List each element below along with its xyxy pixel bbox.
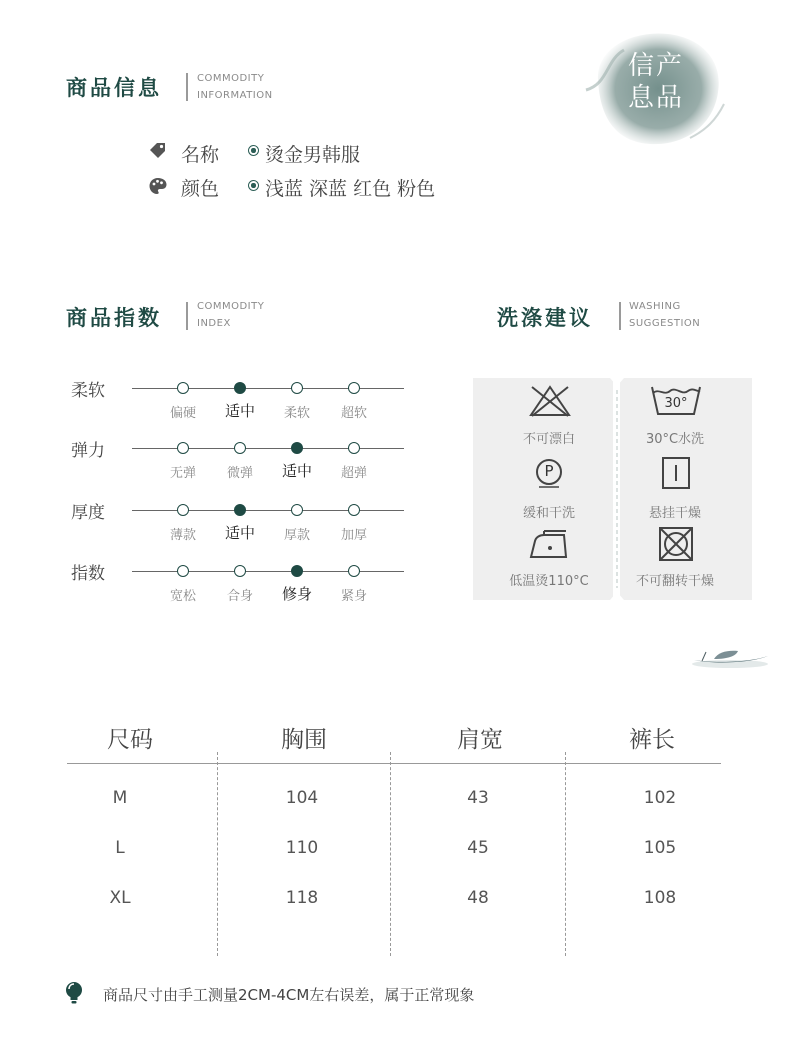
index-option: 宽松 — [169, 589, 196, 604]
table-header-cell: 胸围 — [281, 727, 327, 753]
section-divider — [186, 302, 188, 330]
index-option: 微弹 — [226, 466, 253, 481]
index-dot — [348, 382, 360, 394]
table-size-cell: XL — [109, 888, 131, 908]
index-scale-line — [132, 510, 404, 511]
subtitle-line: COMMODITY — [197, 301, 265, 312]
index-dot — [177, 442, 189, 454]
index-scale-line — [132, 388, 404, 389]
index-option: 薄款 — [169, 528, 196, 543]
lightbulb-icon — [64, 981, 84, 1005]
index-dot-selected — [234, 504, 246, 516]
boat-ornament-icon — [688, 640, 772, 674]
table-size-cell: L — [115, 838, 125, 858]
table-cell: 48 — [467, 888, 489, 908]
bullet-icon — [248, 180, 259, 191]
index-option-selected: 适中 — [281, 462, 312, 480]
index-dot — [177, 565, 189, 577]
product-index-title: 商品指数 — [66, 305, 162, 330]
subtitle-line: WASHING — [629, 301, 681, 312]
tag-icon — [148, 141, 168, 161]
hang-dry-icon — [661, 456, 691, 490]
index-option: 超软 — [340, 406, 367, 421]
index-dot — [291, 382, 303, 394]
table-cell: 104 — [285, 788, 319, 808]
index-dot-selected — [291, 442, 303, 454]
bullet-icon — [248, 145, 259, 156]
wash-30-icon — [650, 384, 702, 418]
table-size-cell: M — [112, 788, 128, 808]
product-index-subtitle — [197, 298, 264, 332]
index-option: 厚款 — [283, 528, 310, 543]
section-divider — [619, 302, 621, 330]
index-option: 无弹 — [169, 466, 196, 481]
wash-caption: 低温烫110°C — [509, 574, 589, 589]
table-cell: 102 — [643, 788, 677, 808]
info-label-color: 颜色 — [181, 178, 220, 200]
index-dot — [348, 565, 360, 577]
wash-caption: 30°C水洗 — [645, 432, 705, 447]
index-dot — [291, 504, 303, 516]
wash-caption: 缓和干洗 — [522, 506, 575, 521]
dry-clean-letter: P — [544, 462, 554, 480]
table-cell: 118 — [285, 888, 319, 908]
wash-caption: 不可翻转干燥 — [635, 574, 714, 589]
index-option: 合身 — [226, 589, 253, 604]
index-option: 偏硬 — [169, 406, 196, 421]
index-dot — [348, 504, 360, 516]
subtitle-line: SUGGESTION — [629, 318, 701, 329]
subtitle-line: COMMODITY — [197, 73, 265, 84]
table-header-cell: 尺码 — [107, 727, 153, 753]
index-dot — [348, 442, 360, 454]
index-label: 厚度 — [71, 503, 105, 523]
measurement-note: 商品尺寸由手工测量2CM-4CM左右误差，属于正常现象 — [103, 986, 475, 1004]
table-column-divider — [565, 752, 566, 956]
index-dot-selected — [234, 382, 246, 394]
index-dot-selected — [291, 565, 303, 577]
wash-caption: 悬挂干燥 — [648, 506, 701, 521]
info-label-name: 名称 — [181, 144, 220, 166]
index-dot — [234, 565, 246, 577]
low-iron-icon — [528, 529, 570, 561]
index-option-selected: 适中 — [224, 402, 255, 420]
info-value-name: 烫金男韩服 — [265, 144, 361, 166]
panel-notch — [610, 378, 624, 600]
ink-stamp-logo — [578, 20, 728, 155]
table-column-divider — [217, 752, 218, 956]
table-cell: 108 — [643, 888, 677, 908]
product-info-subtitle — [197, 70, 273, 104]
index-option-selected: 适中 — [224, 524, 255, 542]
product-info-title: 商品信息 — [66, 75, 162, 100]
section-divider — [186, 73, 188, 101]
table-cell: 110 — [285, 838, 319, 858]
palette-icon — [148, 176, 168, 196]
no-tumble-dry-icon — [658, 526, 694, 562]
index-dot — [177, 382, 189, 394]
stamp-text: 信产息品 — [628, 51, 685, 113]
table-header-cell: 裤长 — [629, 727, 675, 753]
no-bleach-icon — [528, 384, 572, 418]
table-header-cell: 肩宽 — [457, 727, 503, 753]
index-scale-line — [132, 571, 404, 572]
washing-subtitle — [629, 298, 700, 332]
info-value-color: 浅蓝 深蓝 红色 粉色 — [265, 178, 436, 200]
washing-title: 洗涤建议 — [497, 305, 593, 330]
index-scale-line — [132, 448, 404, 449]
index-dot — [177, 504, 189, 516]
index-option-selected: 修身 — [281, 585, 312, 603]
wash-caption: 不可漂白 — [522, 432, 575, 447]
index-dot — [234, 442, 246, 454]
index-option: 加厚 — [340, 528, 367, 543]
index-label: 指数 — [71, 564, 105, 584]
table-cell: 105 — [643, 838, 677, 858]
subtitle-line: INDEX — [197, 318, 231, 329]
index-label: 柔软 — [71, 381, 105, 401]
table-column-divider — [390, 752, 391, 956]
wash-temp-text: 30° — [664, 396, 688, 411]
gentle-dry-clean-icon — [533, 456, 565, 488]
subtitle-line: INFORMATION — [197, 90, 273, 101]
index-label: 弹力 — [71, 441, 105, 461]
index-option: 超弹 — [340, 466, 367, 481]
table-cell: 45 — [467, 838, 489, 858]
index-option: 柔软 — [283, 406, 310, 421]
table-header-rule — [67, 763, 721, 764]
index-option: 紧身 — [340, 589, 367, 604]
table-cell: 43 — [467, 788, 489, 808]
